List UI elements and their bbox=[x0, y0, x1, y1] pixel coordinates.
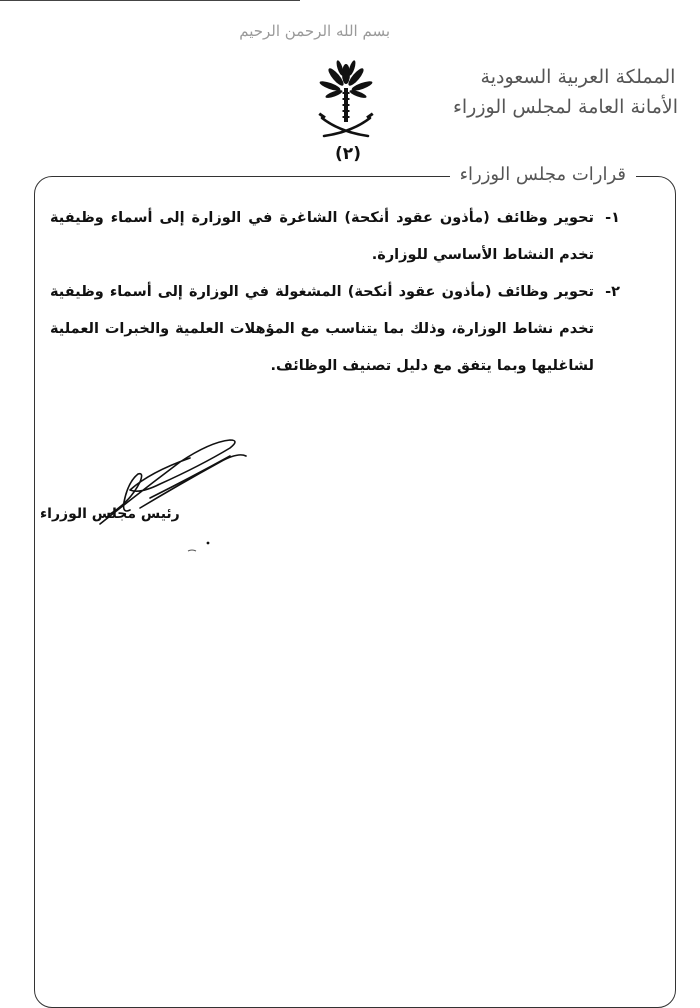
basmala: بسم الله الرحمن الرحيم bbox=[239, 22, 390, 40]
item-text: تحوير وظائف (مأذون عقود أنكحة) الشاغرة في الوزارة إلى أسماء وظيفية تخدم النشاط الأساسي للوزارة. bbox=[50, 210, 594, 263]
page-number: (٢) bbox=[335, 144, 361, 164]
stray-mark bbox=[186, 540, 216, 554]
letterhead-secretariat: الأمانة العامة لمجلس الوزراء bbox=[452, 96, 678, 118]
letterhead-kingdom: المملكة العربية السعودية bbox=[480, 66, 676, 88]
item-text: تحوير وظائف (مأذون عقود أنكحة) المشغولة في الوزارة إلى أسماء وظيفية تخدم نشاط الوزارة، وذلك بما يتناسب مع المؤهلات العلمية والخبرات العملية لشاغليها وبما يتفق مع دليل تصنيف الوظائف. bbox=[50, 284, 594, 374]
list-item bbox=[50, 200, 620, 274]
list-item bbox=[50, 274, 620, 385]
item-number: ٢- bbox=[605, 284, 620, 300]
decision-body bbox=[50, 200, 620, 385]
signatory-title: رئيس مجلس الوزراء bbox=[40, 506, 180, 522]
top-rule bbox=[0, 0, 300, 1]
frame-label: قرارات مجلس الوزراء bbox=[450, 160, 636, 190]
item-number: ١- bbox=[605, 210, 620, 226]
national-emblem-icon bbox=[318, 60, 374, 148]
letterhead bbox=[452, 62, 678, 122]
